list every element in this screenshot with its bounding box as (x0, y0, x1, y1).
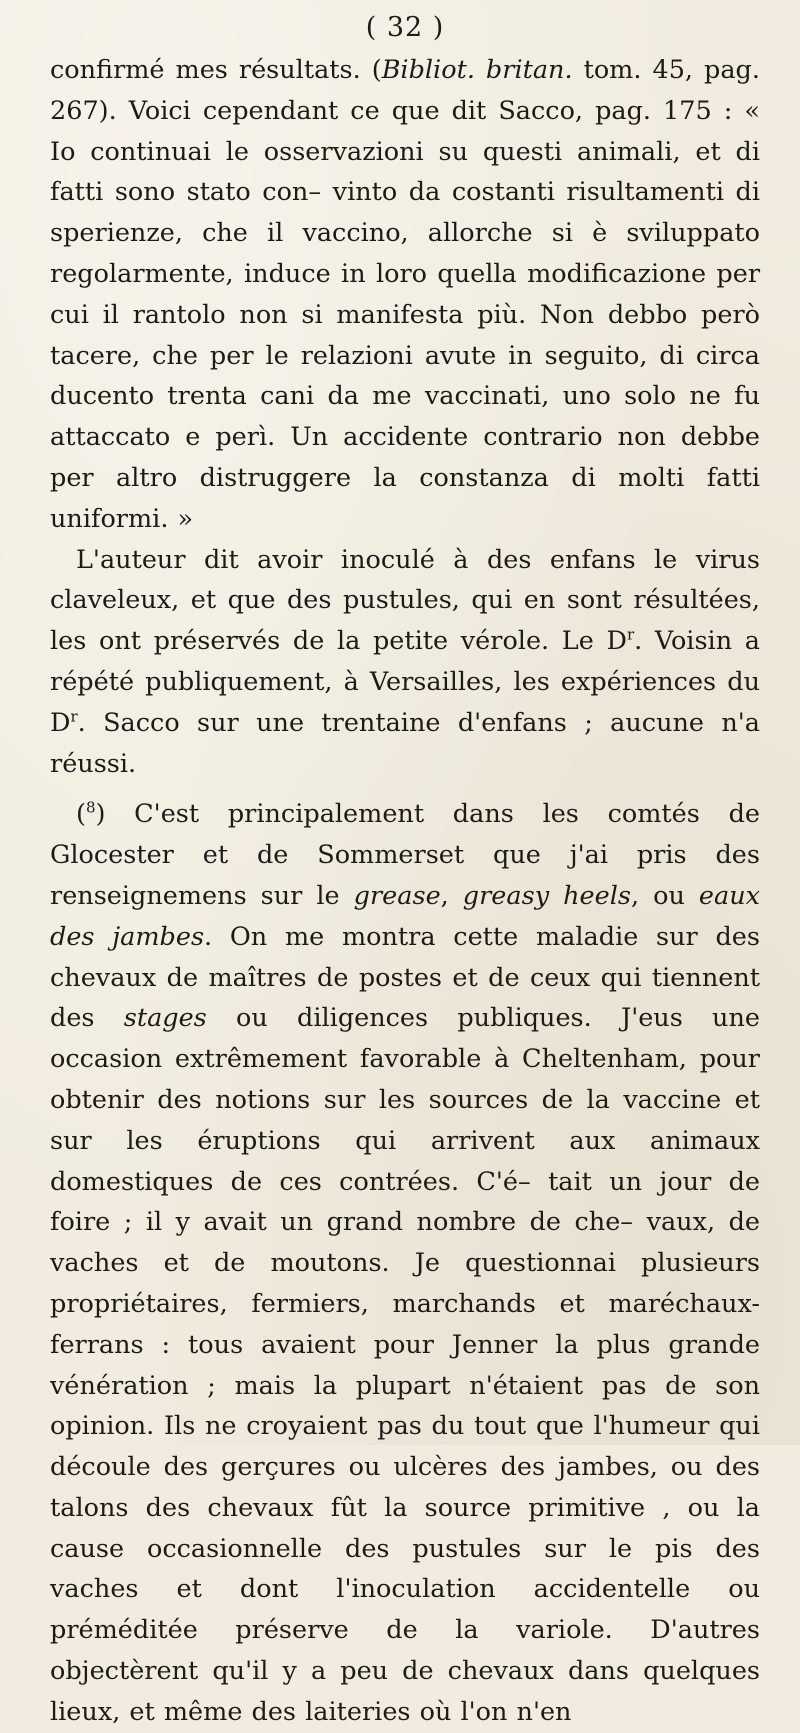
text-run: ou la cause occasionnelle des pustules sur le pis des vaches (50, 1492, 760, 1605)
superscript: r (626, 625, 635, 644)
italic-text: grease (353, 880, 441, 911)
superscript: 8 (85, 798, 96, 817)
text-run: Voici cependant ce que dit Sacco, pag. 175 : « Io continuai (50, 95, 761, 167)
text-run: propriétaires, fermiers, marchands et maréchaux-ferrans : (50, 1288, 760, 1360)
text-run: tout que l'humeur qui découle des gerçures ou ulcères des (50, 1411, 761, 1483)
text-run: et dont l'inoculation accidentelle ou préméditée préserve de (50, 1574, 760, 1646)
text-run: occasion extrêmement favorable à Cheltenham, pour obtenir (50, 1044, 760, 1115)
text-run: tait un jour de foire ; il y avait un grand nombre de che– (50, 1166, 760, 1238)
text-run: maladie sur des chevaux de maîtres de postes et de ceux (50, 921, 760, 993)
text-run: qui tiennent des (50, 962, 761, 1034)
text-run: distruggere la constanza di molti fatti uniformi. » (50, 462, 760, 534)
text-run: le osservazioni su questi animali, et di fatti sono stato con– (50, 136, 760, 208)
text-run: ou diligences publiques. J'eus une (206, 1003, 760, 1034)
text-run: . Sacco sur une trentaine (77, 707, 441, 738)
text-run: ) C'est principalement dans les comtés de Glocester et (50, 799, 760, 871)
text-run: plupart n'étaient pas de son opinion. Ils ne croyaient pas du (50, 1370, 760, 1442)
text-run: confirmé mes résultats. ( (50, 55, 382, 85)
paragraph-p2 (50, 540, 760, 785)
italic-text: eaux des jambes (50, 880, 761, 952)
paragraph-p1 (50, 50, 760, 540)
text-run: de la petite vérole. Le D (292, 626, 627, 657)
text-run: allorche si è sviluppato regolarmente, induce in loro quella (50, 218, 761, 289)
text-run: qui arrivent aux animaux domestiques de ces contrées. C'é– (50, 1125, 760, 1197)
text-run: vaux, de vaches et de moutons. Je questionnai plusieurs (50, 1207, 760, 1279)
text-run: de Sommerset que j'ai pris des renseignemens sur le (50, 840, 760, 911)
page-number: ( 32 ) (365, 12, 445, 43)
text-run: tous avaient pour Jenner la plus grande vénération ; mais la (50, 1329, 760, 1401)
text-run: la variole. D'autres objectèrent qu'il y a peu de chevaux (50, 1615, 760, 1687)
text-run: dans quelques lieux, et même des laiteries où l'on n'en (50, 1656, 761, 1727)
text-run: Versailles, les expériences du D (50, 666, 761, 738)
text-run: d'enfans ; aucune n'a réussi. (50, 707, 761, 779)
text-run: L'auteur dit avoir inoculé à des enfans le virus claveleux, (50, 544, 760, 616)
text-run: circa ducento trenta cani da me vaccinati, uno solo ne fu (50, 340, 760, 412)
text-run: jambes, ou des talons des chevaux fût la source primitive , (50, 1452, 761, 1523)
text-run: vinto da costanti risultamenti di sperienze, che il vaccino, (50, 177, 761, 249)
text-run: modificazione per cui il rantolo non si manifesta più. Non (50, 258, 761, 330)
text-run: tom. 45, pag. 267). (50, 55, 760, 126)
text-run: debbo però tacere, che per le relazioni avute in seguito, di (50, 299, 761, 371)
italic-text: greasy heels (462, 880, 631, 911)
italic-text: Bibliot. britan. (381, 55, 573, 85)
paragraph-p3 (50, 794, 760, 1732)
body-text (50, 50, 760, 1733)
text-run: et que des pustules, qui en sont résultées, les ont préservés (50, 585, 760, 657)
text-run: . On me montra cette (204, 921, 519, 952)
text-run: ( (76, 799, 86, 830)
text-run: , (440, 880, 449, 911)
superscript: r (70, 707, 78, 726)
italic-text: stages (123, 1003, 207, 1034)
text-run: , ou (630, 880, 699, 911)
text-run: attaccato e perì. Un accidente contrario non debbe per altro (50, 422, 760, 493)
text-run: . Voisin a répété publiquement, à (50, 626, 760, 697)
text-run: des notions sur les sources de la vaccine et sur les éruptions (50, 1084, 760, 1156)
